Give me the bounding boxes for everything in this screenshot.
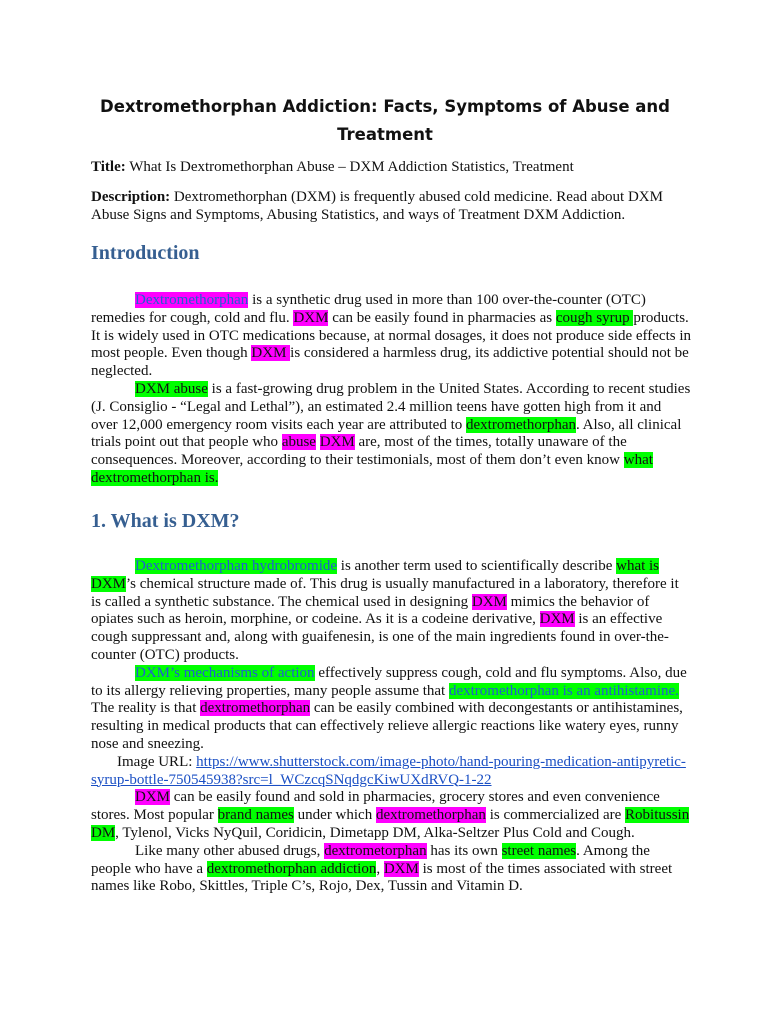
body-text: is an effective cough suppressant and, along with guaifenesin, is one of the main ingredients found in over-the-counter (OTC) products.	[91, 611, 669, 663]
highlight-term: DXM	[319, 434, 355, 451]
highlight-term: dextromethorphan is an antihistamine.	[448, 682, 679, 699]
body-text: has its own	[426, 842, 502, 859]
highlight-term: what is DXM	[91, 558, 660, 592]
highlight-term: DXM	[135, 789, 171, 806]
highlight-term: dextromethorphan	[375, 807, 486, 824]
what-paragraph-3	[91, 789, 691, 842]
introduction-section	[91, 292, 691, 488]
document-title: Dextromethorphan Addiction: Facts, Symptoms of Abuse and Treatment	[100, 97, 670, 144]
body-text: ’s chemical structure made of. This drug is usually manufactured in a laboratory, therefore it is called a synthetic substance. The chemical used in designing	[91, 575, 679, 610]
image-url-label: Image URL:	[117, 753, 197, 770]
body-text: , Tylenol, Vicks NyQuil, Coridicin, Dimetapp DM, Alka-Seltzer Plus Cold and Cough.	[115, 824, 635, 841]
body-text: . Among the people who have a	[91, 842, 650, 877]
body-text: mimics the behavior of opiates such as heroin, morphine, or codeine. As it is a codeine derivative,	[91, 593, 650, 628]
body-text: can be easily found and sold in pharmacies, grocery stores and even convenience stores. Most popular	[91, 789, 660, 824]
highlight-term: dextrometorphan	[324, 842, 427, 859]
image-url-link[interactable]: https://www.shutterstock.com/image-photo/hand-pouring-medication-antipyretic-syrup-bottle-750545938?src=l_WCzcqSNqdgcKiwUXdRVQ-1-22	[91, 753, 686, 788]
body-text: are, most of the times, totally unaware of the consequences. Moreover, according to their testimonials, most of them don’t even know	[91, 434, 627, 469]
meta-description-value: Dextromethorphan (DXM) is frequently abused cold medicine. Read about DXM Abuse Signs and Symptoms, Abusing Statistics, and ways of Treatment DXM Addiction.	[91, 189, 663, 223]
body-text: ,	[376, 860, 384, 877]
what-paragraph-4	[91, 843, 691, 896]
highlight-term: what dextromethorphan is.	[91, 452, 653, 486]
highlight-term: DXM	[383, 860, 419, 877]
intro-paragraph-2	[91, 381, 691, 488]
highlight-term: DXM abuse	[135, 380, 208, 397]
body-text: can be easily combined with decongestants or antihistamines, resulting in medical products that can effectively relieve allergic reactions like watery eyes, runny nose and sneezing.	[91, 700, 683, 752]
what-is-dxm-heading: 1. What is DXM?	[91, 510, 240, 532]
body-text: products. It is widely used in OTC medications because, at normal dosages, it does not produce side effects in most people. Even though	[91, 309, 691, 362]
highlight-term: street names	[501, 842, 577, 859]
highlight-term: Robitussin DM	[91, 807, 690, 841]
intro-paragraph-1	[91, 292, 691, 381]
body-text: is commercialized are	[485, 807, 626, 824]
highlight-term: DXM	[293, 309, 329, 326]
highlight-term: DXM	[471, 593, 507, 610]
highlight-term: dextromethorphan	[200, 700, 311, 717]
meta-title-line	[91, 158, 691, 176]
body-text: . Also, all clinical trials point out that people who	[91, 416, 682, 451]
highlight-term: dextromethorphan addiction	[206, 860, 377, 877]
what-paragraph-1	[91, 558, 691, 665]
highlight-term: brand names	[217, 807, 294, 824]
what-is-dxm-section	[91, 558, 691, 896]
meta-title-label: Title:	[91, 159, 126, 175]
meta-description-line	[91, 188, 691, 224]
highlight-term: cough syrup	[555, 309, 634, 326]
what-paragraph-2	[91, 665, 691, 754]
highlight-term: DXM	[539, 611, 575, 628]
body-text: is a fast-growing drug problem in the United States. According to recent studies (J. Consiglio - “Legal and Lethal”), an estimated 2.4 million teens have gotten high from it and over 12,000 emergency room visits each year are attributed to	[91, 380, 691, 433]
body-text: is most of the times associated with street names like Robo, Skittles, Triple C’s, Rojo, Dex, Tussin and Vitamin D.	[91, 860, 673, 895]
highlight-term: Dextromethorphan	[135, 292, 249, 308]
body-text: effectively suppress cough, cold and flu symptoms. Also, due to its allergy relieving properties, many people assume that	[91, 664, 687, 699]
body-text: can be easily found in pharmacies as	[328, 309, 556, 326]
highlight-term: DXM	[251, 345, 291, 362]
body-text: under which	[293, 807, 376, 824]
body-text: is considered a harmless drug, its addictive potential should not be neglected.	[91, 345, 689, 380]
image-url-line	[91, 754, 691, 790]
highlight-term: abuse	[281, 434, 316, 451]
highlight-term: Dextromethorphan hydrobromide	[135, 558, 338, 574]
introduction-heading: Introduction	[91, 242, 200, 264]
meta-description-label: Description:	[91, 189, 171, 205]
highlight-term: DXM’s mechanisms of action	[135, 664, 315, 681]
meta-title-value: What Is Dextromethorphan Abuse – DXM Addiction Statistics, Treatment	[125, 159, 574, 175]
body-text: The reality is that	[91, 700, 201, 717]
body-text: Like many other abused drugs,	[135, 842, 325, 859]
highlight-term: dextromethorphan	[466, 416, 576, 433]
body-text: is another term used to scientifically describe	[337, 558, 617, 574]
body-text: is a synthetic drug used in more than 100 over-the-counter (OTC) remedies for cough, cold and flu.	[91, 292, 646, 326]
